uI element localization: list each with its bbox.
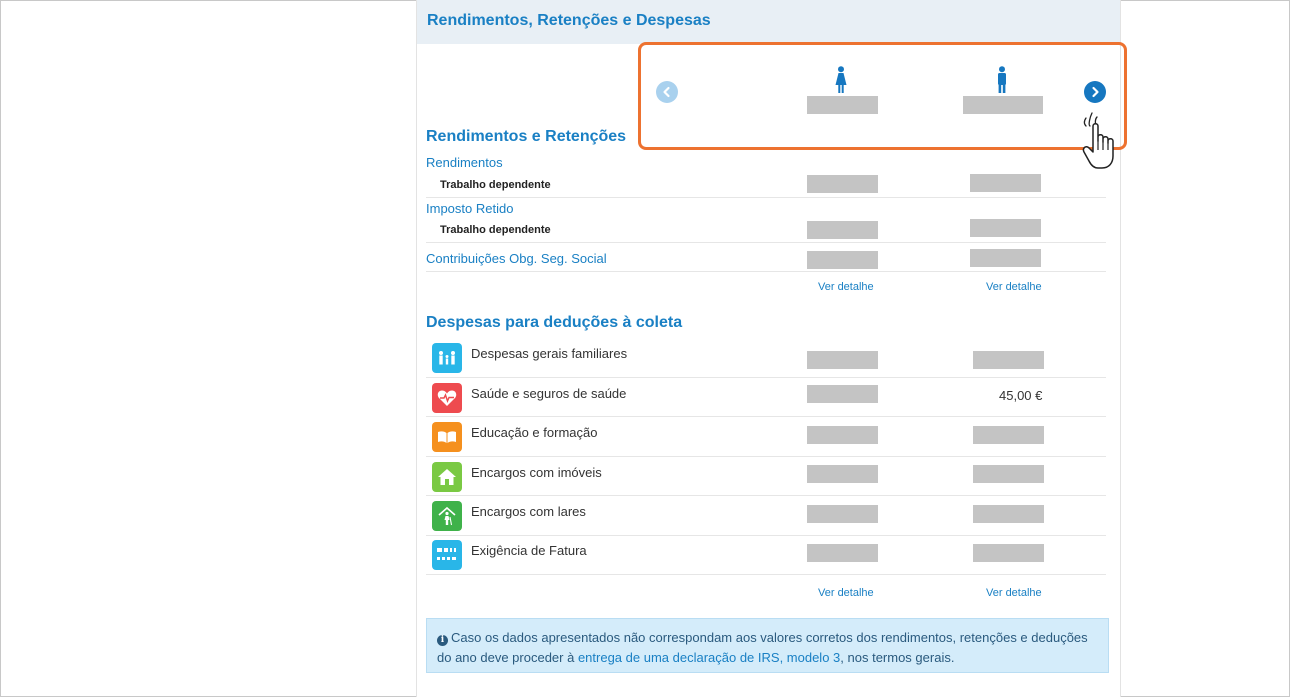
chevron-right-icon xyxy=(1089,86,1101,98)
category-value-1 xyxy=(807,465,878,483)
income-detail-link-1[interactable]: Ver detalhe xyxy=(818,281,874,293)
divider xyxy=(426,456,1106,457)
invoice-icon xyxy=(432,540,462,570)
category-label: Saúde e seguros de saúde xyxy=(471,386,627,401)
category-label: Encargos com imóveis xyxy=(471,465,602,480)
category-label: Despesas gerais familiares xyxy=(471,346,628,361)
heart-icon xyxy=(432,383,462,413)
family-icon xyxy=(432,343,462,373)
category-value-1 xyxy=(807,505,878,523)
info-alert xyxy=(426,618,1109,673)
info-icon: i xyxy=(437,635,448,646)
category-value-2 xyxy=(973,465,1044,483)
info-text-before: Caso os dados apresentados não correspondam aos valores corretos dos rendimentos, retenções e deduções do ano deve proceder à xyxy=(437,630,1088,665)
income-dependent-work-label: Trabalho dependente xyxy=(440,179,551,191)
house-icon xyxy=(432,462,462,492)
category-value-2 xyxy=(973,544,1044,562)
social-security-value-2 xyxy=(970,249,1041,267)
category-label: Educação e formação xyxy=(471,425,598,440)
category-label: Encargos com lares xyxy=(471,504,586,519)
category-value-1 xyxy=(807,351,878,369)
tax-withheld-label: Imposto Retido xyxy=(426,201,514,216)
income-detail-link-2[interactable]: Ver detalhe xyxy=(986,281,1042,293)
divider xyxy=(426,242,1106,243)
category-value-2 xyxy=(973,351,1044,369)
category-label: Exigência de Fatura xyxy=(471,543,587,558)
carousel-next-button[interactable] xyxy=(1084,81,1106,103)
elderly-home-icon xyxy=(432,501,462,531)
panel-title: Rendimentos, Retenções e Despesas xyxy=(427,12,711,29)
social-security-value-1 xyxy=(807,251,878,269)
category-value-1 xyxy=(807,385,878,403)
expenses-detail-link-2[interactable]: Ver detalhe xyxy=(986,587,1042,599)
tax-withheld-value-1 xyxy=(807,221,878,239)
female-person-icon xyxy=(834,66,848,94)
taxpayer-2-redacted-nif xyxy=(963,96,1043,114)
category-value-1 xyxy=(807,426,878,444)
info-text-after: , nos termos gerais. xyxy=(840,650,955,665)
divider xyxy=(426,574,1106,575)
divider xyxy=(426,271,1106,272)
tax-withheld-value-2 xyxy=(970,219,1041,237)
divider xyxy=(426,416,1106,417)
divider xyxy=(426,535,1106,536)
hand-cursor-icon xyxy=(1080,112,1120,172)
irs-declaration-link[interactable]: entrega de uma declaração de IRS, modelo 3 xyxy=(577,650,841,665)
carousel-prev-button[interactable] xyxy=(656,81,678,103)
category-value-2 xyxy=(973,426,1044,444)
divider xyxy=(426,197,1106,198)
taxpayer-1-redacted-nif xyxy=(807,96,878,114)
panel-header xyxy=(417,0,1120,44)
divider xyxy=(426,495,1106,496)
expenses-section-title: Despesas para deduções à coleta xyxy=(426,314,683,331)
category-value-2 xyxy=(973,505,1044,523)
income-value-2 xyxy=(970,174,1041,192)
income-label: Rendimentos xyxy=(426,155,503,170)
expenses-detail-link-1[interactable]: Ver detalhe xyxy=(818,587,874,599)
chevron-left-icon xyxy=(661,86,673,98)
social-security-label: Contribuições Obg. Seg. Social xyxy=(426,251,607,266)
income-section-title: Rendimentos e Retenções xyxy=(426,128,627,145)
taxpayer-carousel-highlight xyxy=(638,42,1127,150)
divider xyxy=(426,377,1106,378)
tax-withheld-dependent-work-label: Trabalho dependente xyxy=(440,224,551,236)
book-icon xyxy=(432,422,462,452)
category-value-1 xyxy=(807,544,878,562)
category-value-2: 45,00 € xyxy=(999,388,1043,403)
male-person-icon xyxy=(996,66,1008,94)
income-value-1 xyxy=(807,175,878,193)
